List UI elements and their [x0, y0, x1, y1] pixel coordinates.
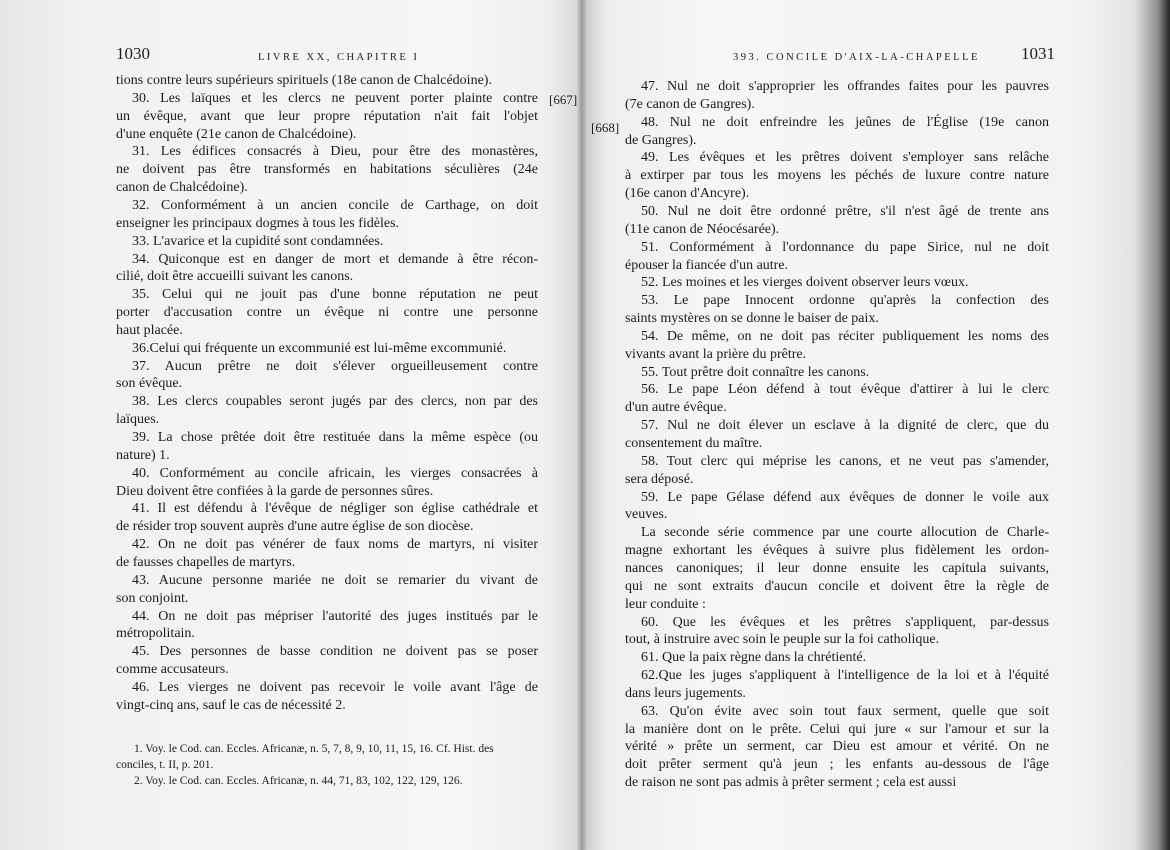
- text-line: 31. Les édifices consacrés à Dieu, pour être des monastères,: [132, 144, 538, 160]
- text-line: de fausses chapelles de martyrs.: [116, 554, 296, 570]
- text-line: nature) 1.: [116, 447, 170, 463]
- text-line: magne exhortant les évêques à suivre plus fidèlement les ordon-: [625, 543, 1049, 559]
- text-line: vingt-cinq ans, sauf le cas de nécessité 2.: [116, 697, 346, 713]
- footnote-line: 2. Voy. le Cod. can. Eccles. Africanæ, n. 44, 71, 83, 102, 122, 129, 126.: [134, 775, 463, 787]
- text-line: saints mystères on se donne le baiser de paix.: [625, 311, 879, 327]
- text-line: Dieu doivent être confiées à la garde de personnes sûres.: [116, 483, 434, 499]
- text-line: canon de Chalcédoine).: [116, 180, 248, 196]
- text-line: d'un autre évêque.: [625, 400, 727, 416]
- page-number: 1030: [116, 44, 150, 63]
- text-line: consentement du maître.: [625, 436, 763, 451]
- text-line: son conjoint.: [116, 590, 189, 606]
- text-line: tout, à instruire avec soin le peuple sur la foi catholique.: [625, 632, 940, 648]
- text-line: 39. La chose prêtée doit être restituée dans la même espèce (ou: [132, 430, 538, 445]
- text-line: 50. Nul ne doit être ordonné prêtre, s'il n'est âgé de trente ans: [641, 203, 1049, 219]
- text-line: 51. Conformément à l'ordonnance du pape Sirice, nul ne doit: [641, 239, 1049, 255]
- text-line: métropolitain.: [116, 626, 195, 642]
- text-line: (16e canon d'Ancyre).: [625, 186, 750, 202]
- running-head: LIVRE XX, CHAPITRE I: [258, 52, 420, 63]
- text-line: 61. Que la paix règne dans la chrétienté.: [641, 650, 867, 666]
- text-line: nances canoniques; il leur donne ensuite les capitula suivants,: [625, 560, 1049, 576]
- text-line: 43. Aucune personne mariée ne doit se remarier du vivant de: [132, 572, 538, 588]
- text-line: 49. Les évêques et les prêtres doivent s'employer sans relâche: [641, 150, 1049, 166]
- text-line: 57. Nul ne doit élever un esclave à la dignité de clerc, que du: [641, 418, 1049, 434]
- text-line: 55. Tout prêtre doit connaître les canons.: [641, 364, 870, 380]
- text-line: vivants avant la prière du prêtre.: [625, 346, 807, 362]
- text-line: de raison ne sont pas admis à prêter serment ; cela est aussi: [625, 775, 957, 791]
- text-line: 34. Quiconque est en danger de mort et demande à être récon-: [132, 251, 538, 267]
- text-line: 41. Il est défendu à l'évêque de négliger son église cathédrale et: [132, 501, 538, 517]
- page-number: 1031: [1021, 44, 1055, 63]
- text-line: 47. Nul ne doit s'approprier les offrandes faites pour les pauvres: [641, 79, 1049, 94]
- text-line: 56. Le pape Léon défend à tout évêque d'attirer à lui le clerc: [641, 382, 1049, 398]
- text-line: porter d'accusation contre un évêque ni contre une personne: [116, 305, 538, 321]
- footnote-line: 1. Voy. le Cod. can. Eccles. Africanæ, n. 5, 7, 8, 9, 10, 11, 15, 16. Cf. Hist. des: [134, 743, 494, 755]
- text-line: La seconde série commence par une courte allocution de Charle-: [641, 525, 1049, 541]
- text-line: 37. Aucun prêtre ne doit s'élever orgueilleusement contre: [132, 358, 538, 374]
- text-line: 45. Des personnes de basse condition ne doivent pas se poser: [132, 644, 538, 660]
- text-line: doit prêter serment qu'à jeun ; les enfants au-dessous de l'âge: [625, 757, 1049, 773]
- text-line: de résider trop souvent auprès d'une autre église de son diocèse.: [116, 519, 474, 535]
- text-line: laïques.: [116, 412, 160, 428]
- text-line: 63. Qu'on évite avec soin tout faux serment, quelle que soit: [641, 703, 1049, 719]
- text-line: 58. Tout clerc qui méprise les canons, et ne veut pas s'amender,: [641, 453, 1049, 469]
- text-line: la manière dont on le prête. Celui qui jure « sur l'amour et sur la: [625, 721, 1049, 737]
- text-line: qui ne sont extraits d'aucun concile et doivent être la règle de: [625, 578, 1049, 594]
- text-line: sera déposé.: [625, 471, 694, 487]
- text-line: 38. Les clercs coupables seront jugés par des clercs, non par des: [132, 394, 538, 410]
- text-line: ne doivent pas être transformés en habitations séculières (24e: [116, 162, 538, 178]
- text-line: 48. Nul ne doit enfreindre les jeûnes de l'Église (19e canon: [641, 114, 1049, 130]
- text-line: 32. Conformément à un ancien concile de Carthage, on doit: [132, 197, 538, 213]
- text-line: 42. On ne doit pas vénérer de faux noms de martyrs, ni visiter: [132, 537, 538, 553]
- text-line: tions contre leurs supérieurs spirituels (18e canon de Chalcédoine).: [116, 73, 492, 88]
- text-line: vérité » prête un serment, car Dieu est amour et vérité. On ne: [625, 739, 1049, 755]
- text-line: 46. Les vierges ne doivent pas recevoir le voile avant l'âge de: [132, 679, 538, 695]
- text-line: 54. De même, on ne doit pas réciter publiquement les noms des: [641, 328, 1049, 344]
- text-line: 40. Conformément au concile africain, les vierges consacrées à: [132, 465, 538, 481]
- text-line: enseigner les principaux dogmes à tous les fidèles.: [116, 215, 400, 231]
- text-line: veuves.: [625, 507, 668, 523]
- text-line: 30. Les laïques et les clercs ne peuvent porter plainte contre: [132, 90, 538, 106]
- text-line: (11e canon de Néocésarée).: [625, 221, 780, 237]
- text-line: 44. On ne doit pas mépriser l'autorité des juges institués par le: [132, 608, 538, 624]
- margin-note: [667]: [549, 92, 578, 107]
- text-line: dans leurs jugements.: [625, 685, 746, 701]
- text-line: 36.Celui qui fréquente un excommunié est lui-même excommunié.: [132, 340, 507, 356]
- right-page: [585, 0, 1170, 850]
- text-line: 35. Celui qui ne jouit pas d'une bonne réputation ne peut: [132, 287, 538, 303]
- text-line: leur conduite :: [625, 596, 706, 612]
- text-line: haut placée.: [116, 322, 183, 338]
- text-line: 33. L'avarice et la cupidité sont condamnées.: [132, 233, 384, 249]
- text-line: 60. Que les évêques et les prêtres s'appliquent, par-dessus: [641, 614, 1049, 630]
- text-line: un évêque, avant que leur propre réputation n'ait fait l'objet: [116, 108, 538, 124]
- footnote-line: conciles, t. II, p. 201.: [116, 759, 214, 771]
- text-line: à extirper par tous les moyens les péchés de luxure contre nature: [625, 168, 1049, 184]
- text-line: 59. Le pape Gélase défend aux évêques de donner le voile aux: [641, 489, 1049, 505]
- text-line: 52. Les moines et les vierges doivent observer leurs vœux.: [641, 275, 969, 291]
- running-head: 393. CONCILE D'AIX-LA-CHAPELLE: [733, 52, 980, 63]
- text-line: 62.Que les juges s'appliquent à l'intelligence de la loi et à l'équité: [641, 668, 1049, 684]
- text-line: (7e canon de Gangres).: [625, 96, 755, 112]
- text-line: 53. Le pape Innocent ordonne qu'après la confection des: [641, 293, 1049, 309]
- left-page: [0, 0, 580, 850]
- text-line: de Gangres).: [625, 132, 697, 148]
- margin-note: [668]: [591, 120, 620, 135]
- text-line: comme accusateurs.: [116, 662, 229, 678]
- text-line: son évêque.: [116, 376, 183, 392]
- text-line: d'une enquête (21e canon de Chalcédoine).: [116, 126, 357, 142]
- text-line: cilié, doit être accueilli suivant les canons.: [116, 269, 354, 285]
- text-line: épouser la fiancée d'un autre.: [625, 257, 789, 273]
